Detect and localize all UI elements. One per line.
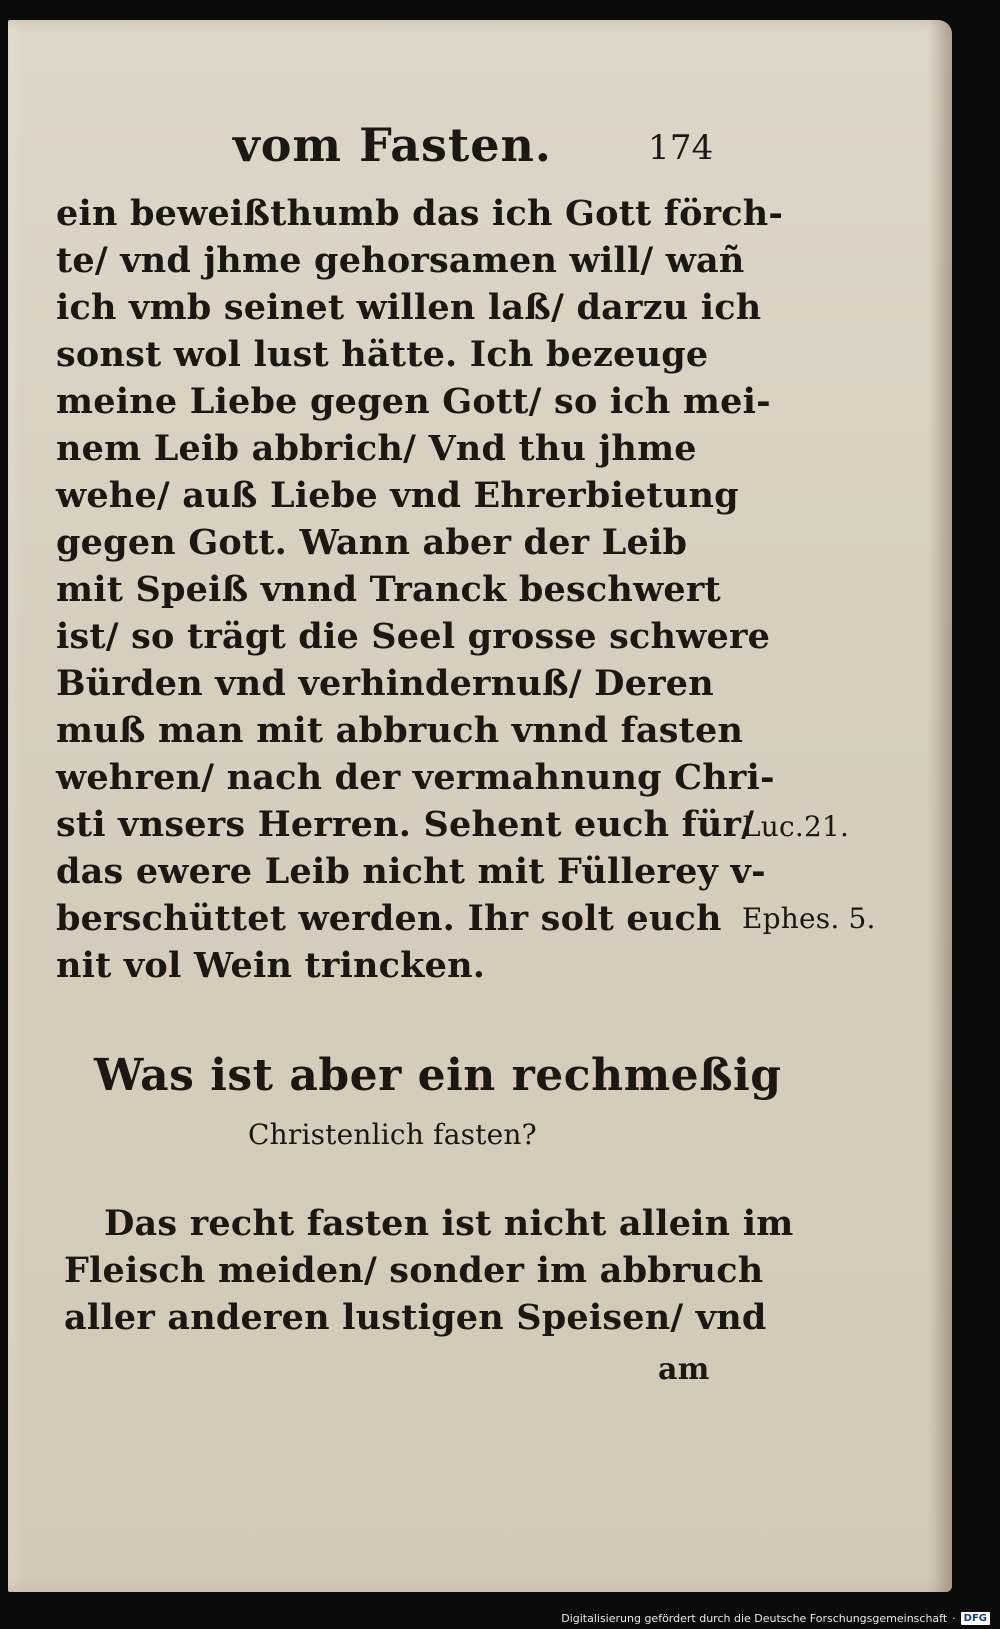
body-line-4: sonst wol lust hätte. Ich bezeuge	[56, 334, 709, 375]
body-line-11: Bürden vnd verhindernuß/ Deren	[56, 663, 714, 704]
separator-dot: ·	[952, 1612, 956, 1625]
body-line-14: sti vnsers Herren. Sehent euch für/	[56, 804, 755, 845]
body-line-16: berschüttet werden. Ihr solt euch	[56, 898, 722, 939]
page-number: 174	[648, 128, 714, 168]
body-line-12: muß man mit abbruch vnnd fasten	[56, 710, 744, 751]
credit-text: Digitalisierung gefördert durch die Deutsche Forschungsgemeinschaft	[561, 1612, 948, 1625]
body-line-9: mit Speiß vnnd Tranck beschwert	[56, 569, 721, 610]
paragraph-line-3: aller anderen lustigen Speisen/ vnd	[64, 1297, 767, 1338]
dfg-logo: DFG	[961, 1612, 990, 1625]
digitization-credit	[561, 1612, 990, 1625]
paragraph-line-1: Das recht fasten ist nicht allein im	[104, 1203, 794, 1244]
body-line-1: ein beweißthumb das ich Gott förch-	[56, 193, 784, 234]
body-line-8: gegen Gott. Wann aber der Leib	[56, 522, 688, 563]
margin-note-ephesians: Ephes. 5.	[742, 902, 876, 935]
body-line-5: meine Liebe gegen Gott/ so ich mei-	[56, 381, 771, 422]
body-line-13: wehren/ nach der vermahnung Chri-	[56, 757, 775, 798]
paragraph-line-2: Fleisch meiden/ sonder im abbruch	[64, 1250, 764, 1291]
body-line-7: wehe/ auß Liebe vnd Ehrerbietung	[56, 475, 739, 516]
body-line-10: ist/ so trägt die Seel grosse schwere	[56, 616, 771, 657]
body-line-15: das ewere Leib nicht mit Füllerey v-	[56, 851, 766, 892]
section-heading: Was ist aber ein rechmeßig	[94, 1050, 782, 1101]
body-line-2: te/ vnd jhme gehorsamen will/ wañ	[56, 240, 745, 281]
body-line-6: nem Leib abbrich/ Vnd thu jhme	[56, 428, 697, 469]
body-line-17: nit vol Wein trincken.	[56, 945, 486, 986]
body-line-3: ich vmb seinet willen laß/ darzu ich	[56, 287, 762, 328]
running-head-title: vom Fasten.	[233, 118, 552, 172]
margin-note-luke: Luc.21.	[742, 810, 850, 843]
catchword: am	[658, 1352, 710, 1387]
section-subheading: Christenlich fasten?	[248, 1118, 537, 1151]
book-page	[8, 20, 952, 1592]
